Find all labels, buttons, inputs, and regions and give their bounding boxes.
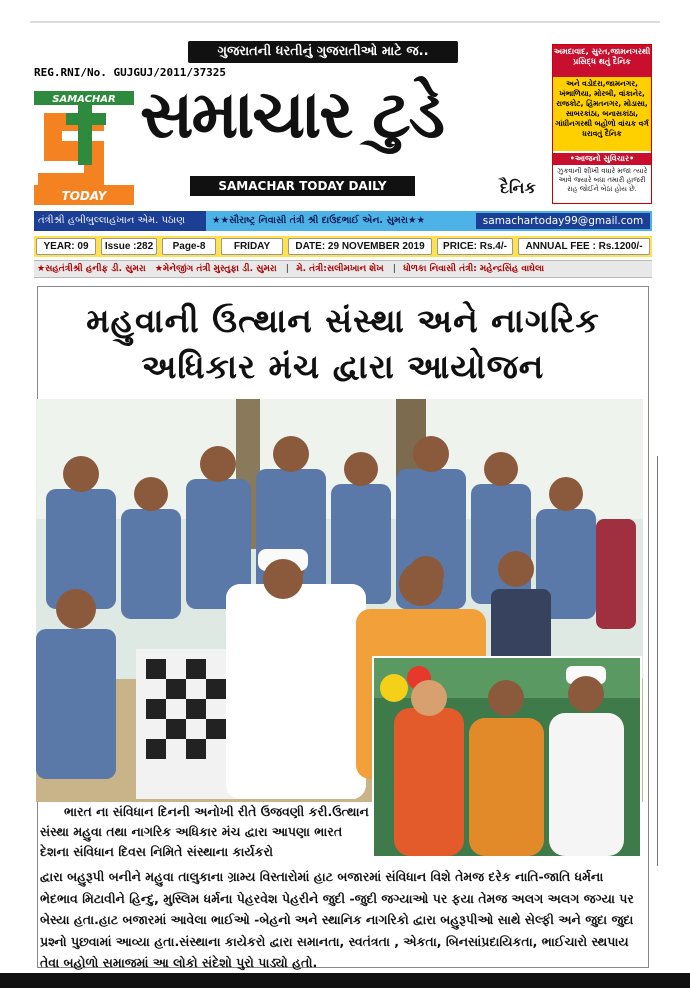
year-label: YEAR: 09 (36, 238, 96, 255)
headline-line-2: અધિકાર મંચ દ્વારા આયોજન (141, 347, 545, 386)
issue-label: Issue :282 (101, 238, 157, 255)
top-divider (30, 21, 660, 23)
cities-header: અમદાવાદ, સુરત,જામનગરથી પ્રસિદ્ધ થતું દૈનિક (553, 45, 651, 77)
thought-header: •આજનો સુવિચાર• (553, 153, 651, 165)
saurashtra-editor: ★★સૌરાષ્ટ્ર નિવાસી તંત્રી શ્રી દાઉદભાઈ એન. સુમરા★★ (212, 215, 425, 226)
logo-bottom-text: TODAY (61, 189, 107, 203)
cities-body: અને વડોદરા,જામનગર, ખંભાળિયા, મોરબી, વાંકાનેર, રાજકોટ, હિંમતનગર, મોડાસા, સાબરકાંઠા, બનાસકાંઠા, ગાંધીનગરથી બહોળો વાંચક વર્ગ ધરાવતું દૈનિક (553, 77, 651, 151)
staff-row (34, 260, 652, 278)
associate-editor: મે. તંત્રી:સલીમખાન શેખ (296, 264, 384, 274)
managing-editor: ★મેનેજીંગ તંત્રી મુસ્તુફા ડી. સુમરા (154, 264, 277, 274)
editor-name: તંત્રીશ્રી હબીબુલ્લાહખાન એમ. પઠાણ (34, 211, 206, 231)
dholka-editor: ધોળકા નિવાસી તંત્રી: મહેન્દ્રસિંહ વાઘેલા (403, 264, 545, 274)
annual-fee-label: ANNUAL FEE : Rs.1200/- (518, 238, 650, 255)
thought-body: ઝુકવાની શીખી વધારે મજા ત્યારે આવે જ્યારે બધા તમારી હાજરી રાહ જોઈને બેઠા હોય છે. (556, 167, 648, 193)
bottom-strip (0, 973, 690, 988)
email-address[interactable]: samachartoday99@gmail.com (476, 213, 650, 229)
inset-photo (372, 656, 642, 858)
co-editor: ★સહતંત્રીશ્રી હનીફ ડી. સુમરા (37, 264, 146, 274)
column-rule (657, 456, 658, 866)
masthead-tagline: ગુજરાતની ધરતીનું ગુજરાતીઓ માટે જ.. (188, 41, 458, 63)
newspaper-title: સમાચાર ટુડે (140, 76, 443, 153)
article-caption: ભારત ના સંવિધાન દિનની અનોખી રીતે ઉજવણી કરી.ઉત્થાન સંસ્થા મહુવા તથા નાગરિક અધિકાર મંચ દ્વારા આપણા ભારત દેશના સંવિધાન દિવસ નિમિતે સંસ્થાના કાર્યકરો (40, 804, 369, 859)
page-label: Page-8 (162, 238, 216, 255)
registration-number: REG.RNI/No. GUJGUJ/2011/37325 (34, 66, 227, 79)
logo-top-text: SAMACHAR (52, 94, 116, 105)
date-label: DATE: 29 NOVEMBER 2019 (288, 238, 432, 255)
dainik-label: દૈનિક (500, 178, 536, 197)
daily-band: SAMACHAR TODAY DAILY (190, 176, 415, 196)
day-label: FRIDAY (221, 238, 283, 255)
headline-line-1: મહુવાની ઉત્થાન સંસ્થા અને નાગરિક (86, 301, 600, 340)
article-body: દ્વારા બહુરૂપી બનીને મહુવા તાલુકાના ગ્રામ્ય વિસ્તારોમાં હાટ બજારમાં સંવિધાન વિશે તેમજ દરેક નાતિ-જાતિ ધર્મના ભેદભાવ મિટાવીને હિન્દુ, મુસ્લિમ ધર્મના પેહરવેશ પેહરીને જુદી -જુદી જગ્યાઓ પર ફયા તેમજ અલગ અલગ જગ્યા પર બેસ્યા હતા.હાટ બજારમાં આવેલા ભાઈઓ -બેહનો અને સ્થાનિક નાગરિકો દ્વારા બહુરૂપીઓ સાથે સેલ્ફી અને જુદા જુદા પ્રશ્નો પુછવામાં આવ્યા હતા.સંસ્થાના કાયેકરો દ્વારા સમાનતા, સ્વતંત્રતા , એકતા, બિનસાંપ્રદાયિકતા, ભાઈચારો સ્થપાય તેવા બહોળો સમાજમાં આ લોકો સંદેશો પુરો પાડ્યો હતો. (40, 869, 634, 970)
staff-separator: | (392, 264, 397, 274)
staff-separator: | (285, 264, 290, 274)
samachar-today-logo (34, 83, 134, 208)
price-label: PRICE: Rs.4/- (437, 238, 513, 255)
article-headline (40, 298, 646, 390)
